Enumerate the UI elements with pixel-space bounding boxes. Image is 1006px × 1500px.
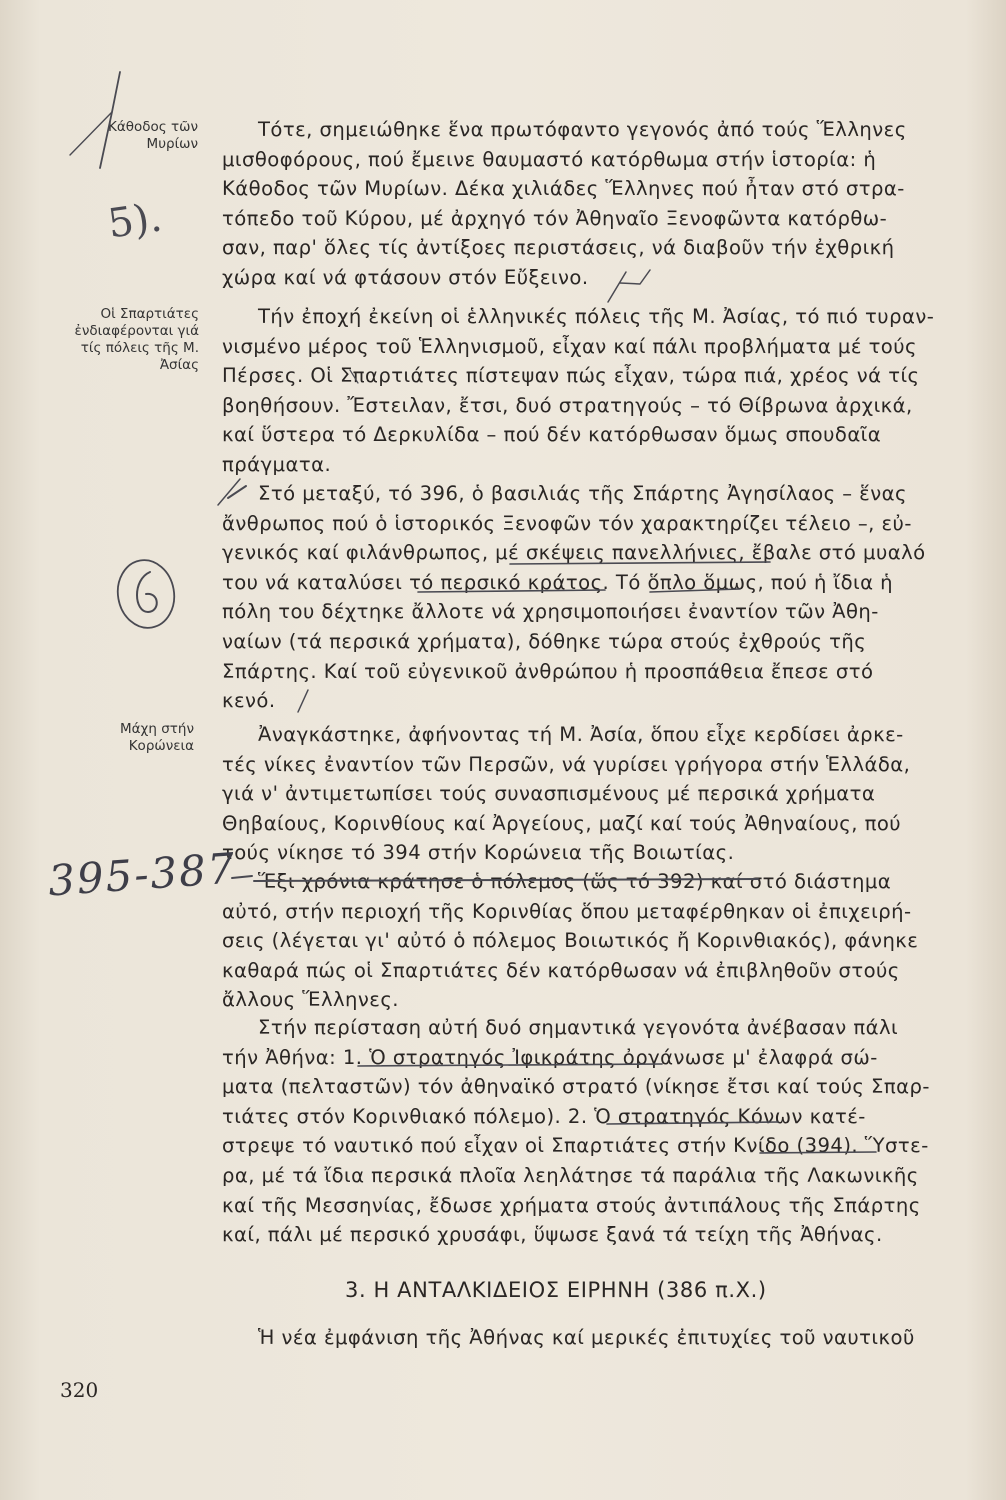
text-line: Πέρσες. Οἱ Σπαρτιάτες πίστεψαν πώς εἶχαν, τώρα πιά, χρέος νά τίς xyxy=(222,364,920,388)
section-heading: 3. Η ΑΝΤΑΛΚΙΔΕΙΟΣ ΕΙΡΗΝΗ (386 π.Χ.) xyxy=(345,1278,767,1302)
text-line: Ἀναγκάστηκε, ἀφήνοντας τή Μ. Ἀσία, ὅπου εἶχε κερδίσει ἀρκε- xyxy=(258,723,904,746)
text-line: ματα (πελταστῶν) τόν ἀθηναϊκό στρατό (νίκησε ἔτσι καί τούς Σπαρ- xyxy=(222,1075,930,1099)
text-line: Ἕξι χρόνια κράτησε ὁ πόλεμος (ὥς τό 392) καί στό διάστημα xyxy=(258,870,892,893)
text-line: ναίων (τά περσικά χρήματα), δόθηκε τώρα στούς ἐχθρούς τῆς xyxy=(222,629,867,653)
text-line: σεις (λέγεται γι' αὐτό ὁ πόλεμος Βοιωτικός ἤ Κορινθιακός), φάνηκε xyxy=(222,929,919,953)
text-line: τήν Ἀθήνα: 1. Ὁ στρατηγός Ἰφικράτης ὀργάνωσε μ' ἐλαφρά σώ- xyxy=(222,1045,878,1069)
text-line: του νά καταλύσει τό περσικό κράτος. Τό ὅπλο ὅμως, πού ἡ ἴδια ἡ xyxy=(222,570,894,594)
text-line: τόπεδο τοῦ Κύρου, μέ ἀρχηγό τόν Ἀθηναῖο Ξενοφῶντα κατόρθω- xyxy=(222,206,888,230)
text-line: Τότε, σημειώθηκε ἕνα πρωτόφαντο γεγονός ἀπό τούς Ἕλληνες xyxy=(258,118,907,141)
text-line: τές νίκες ἐναντίον τῶν Περσῶν, νά γυρίσει γρήγορα στήν Ἑλλάδα, xyxy=(222,752,911,776)
text-line: καί ὕστερα τό Δερκυλίδα – πού δέν κατόρθωσαν ὅμως σπουδαῖα xyxy=(222,423,882,447)
text-line: μισθοφόρους, πού ἔμεινε θαυμαστό κατόρθωμα στήν ἱστορία: ἡ xyxy=(222,147,877,171)
text-line: Τήν ἐποχή ἐκείνη οἱ ἑλληνικές πόλεις τῆς Μ. Ἀσίας, τό πιό τυραν- xyxy=(258,305,935,328)
text-line: καί, πάλι μέ περσικό χρυσάφι, ὕψωσε ξανά τά τείχη τῆς Ἀθήνας. xyxy=(222,1223,883,1247)
margin-note-koroneia: Μάχη στήν Κορώνεια xyxy=(120,721,194,754)
text-line: Θηβαίους, Κορινθίους καί Ἀργείους, μαζί καί τούς Ἀθηναίους, πού xyxy=(222,811,902,835)
text-line: κενό. xyxy=(222,689,276,713)
text-line: ρα, μέ τά ἴδια περσικά πλοῖα λεηλάτησε τά παράλια τῆς Λακωνικῆς xyxy=(222,1163,919,1187)
handwritten-date-annotation: 395-387 xyxy=(46,843,239,906)
text-line: στρεψε τό ναυτικό πού εἶχαν οἱ Σπαρτιάτες στήν Κνίδο (394). Ὕστε- xyxy=(222,1134,929,1158)
margin-note-spartans: Οἱ Σπαρτιάτες ἐνδιαφέρονται γιά τίς πόλεις τῆς Μ. Ἀσίας xyxy=(74,306,199,373)
paragraph-koroneia xyxy=(222,720,955,868)
text-line: Ἡ νέα ἐμφάνιση τῆς Ἀθήνας καί μερικές ἐπιτυχίες τοῦ ναυτικοῦ xyxy=(258,1326,915,1349)
text-line: Στό μεταξύ, τό 396, ὁ βασιλιάς τῆς Σπάρτης Ἀγησίλαος – ἕνας xyxy=(258,482,907,505)
text-line: αὐτό, στήν περιοχή τῆς Κορινθίας ὅπου μεταφέρθηκαν οἱ ἐπιχειρή- xyxy=(222,899,912,923)
text-line: καί τῆς Μεσσηνίας, ἔδωσε χρήματα στούς ἀντιπάλους τῆς Σπάρτης xyxy=(222,1193,921,1217)
text-line: γενικός καί φιλάνθρωπος, μέ σκέψεις πανελλήνιες, ἔβαλε στό μυαλό xyxy=(222,541,926,565)
page-number: 320 xyxy=(60,1378,99,1402)
text-line: τιάτες στόν Κορινθιακό πόλεμο). 2. Ὁ στρατηγός Κόνων κατέ- xyxy=(222,1104,866,1128)
handwritten-number-5: 5). xyxy=(105,194,165,248)
paragraph-antalcidas-start xyxy=(222,1323,955,1353)
text-line: πόλη του δέχτηκε ἄλλοτε νά χρησιμοποιήσει ἐναντίον τῶν Ἀθη- xyxy=(222,600,879,624)
paragraph-anabasis xyxy=(222,115,955,293)
paragraph-agesilaus xyxy=(222,479,955,716)
text-line: ἄλλους Ἕλληνες. xyxy=(222,988,399,1012)
text-line: σαν, παρ' ὅλες τίς ἀντίξοες περιστάσεις, νά διαβοῦν τήν ἐχθρική xyxy=(222,236,895,260)
paragraph-athens-rises xyxy=(222,1013,955,1250)
text-line: νισμένο μέρος τοῦ Ἑλληνισμοῦ, εἶχαν καί πάλι προβλήματα μέ τούς xyxy=(222,334,917,358)
text-line: ἄνθρωπος πού ὁ ἱστορικός Ξενοφῶν τόν χαρακτηρίζει τέλειο –, εὐ- xyxy=(222,511,912,535)
paragraph-spartans-asia xyxy=(222,302,955,480)
text-line: καθαρά πώς οἱ Σπαρτιάτες δέν κατόρθωσαν νά ἐπιβληθοῦν στούς xyxy=(222,958,900,982)
text-line: τούς νίκησε τό 394 στήν Κορώνεια τῆς Βοιωτίας. xyxy=(222,841,735,865)
text-line: Σπάρτης. Καί τοῦ εὐγενικοῦ ἀνθρώπου ἡ προσπάθεια ἔπεσε στό xyxy=(222,659,874,683)
text-line: χώρα καί νά φτάσουν στόν Εὔξεινο. xyxy=(222,265,589,289)
text-line: βοηθήσουν. Ἔστειλαν, ἔτσι, δυό στρατηγούς – τό Θίβρωνα ἀρχικά, xyxy=(222,393,913,417)
margin-note-anabasis: Κάθοδος τῶν Μυρίων xyxy=(108,119,198,152)
text-line: Κάθοδος τῶν Μυρίων. Δέκα χιλιάδες Ἕλληνες πού ἦταν στό στρα- xyxy=(222,177,905,201)
text-line: Στήν περίσταση αὐτή δυό σημαντικά γεγονότα ἀνέβασαν πάλι xyxy=(258,1016,899,1039)
text-line: γιά ν' ἀντιμετωπίσει τούς συνασπισμένους μέ περσικά χρήματα xyxy=(222,782,876,806)
paragraph-corinthian-war xyxy=(222,867,955,1015)
text-line: πράγματα. xyxy=(222,452,332,476)
